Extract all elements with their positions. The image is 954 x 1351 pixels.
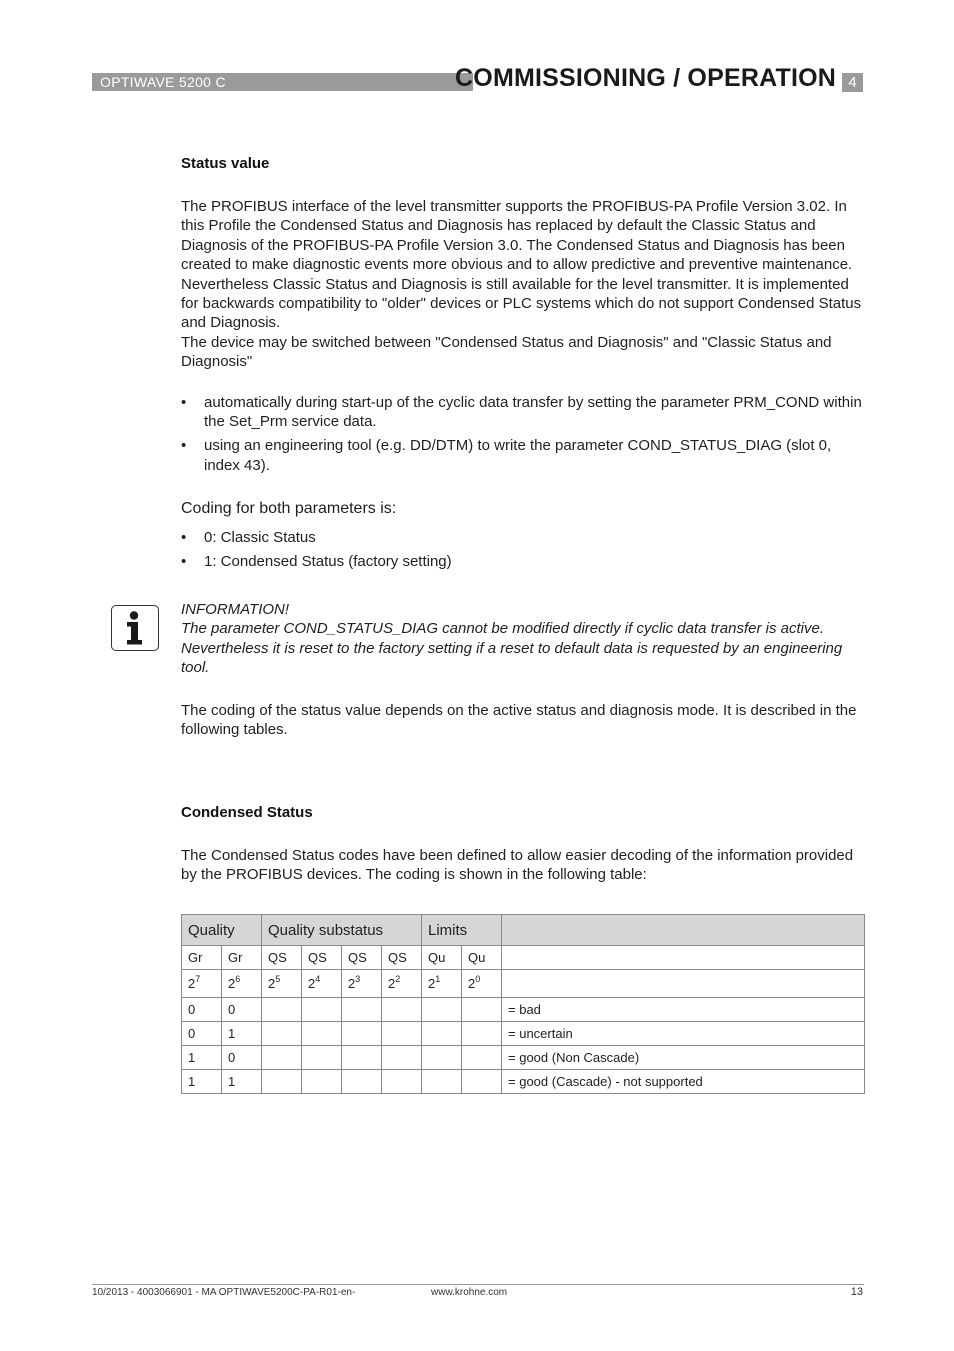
table-cell: = bad <box>502 998 865 1022</box>
table-cell: Gr <box>182 946 222 970</box>
coding-description: The coding of the status value depends on the active status and diagnosis mode. It is described in the following tables. <box>181 702 857 739</box>
table-row <box>182 1022 865 1046</box>
table-cell: = uncertain <box>502 1022 865 1046</box>
table-cell <box>502 946 865 970</box>
status-value-intro <box>181 197 865 372</box>
table-cell: 1 <box>222 1022 262 1046</box>
table-cell: 0 <box>222 1046 262 1070</box>
footer-doc-ref: 10/2013 - 4003066901 - MA OPTIWAVE5200C-PA-R01-en- <box>92 1287 356 1298</box>
list-item: • automatically during start-up of the cyclic data transfer by setting the parameter PRM_COND within the Set_Prm service data. <box>181 394 862 431</box>
table-header-cell <box>502 915 865 946</box>
table-cell: 0 <box>222 998 262 1022</box>
bullet-icon: • <box>181 552 187 570</box>
info-text: The parameter COND_STATUS_DIAG cannot be modified directly if cyclic data transfer is active. Nevertheless it is reset to the factory setting if a reset to default data is requested by an engineering tool. <box>181 620 843 677</box>
bullet-icon: • <box>181 437 187 455</box>
table-header-cell: Quality substatus <box>262 915 422 946</box>
status-value-heading: Status value <box>181 155 270 172</box>
table-cell <box>502 970 865 998</box>
table-cell: QS <box>302 946 342 970</box>
section-title: COMMISSIONING / OPERATION <box>455 64 836 92</box>
footer-website[interactable]: www.krohne.com <box>431 1287 508 1298</box>
table-cell: 0 <box>182 998 222 1022</box>
coding-heading: Coding for both parameters is: <box>181 500 397 517</box>
table-cell: 1 <box>182 1046 222 1070</box>
table-cell: Gr <box>222 946 262 970</box>
table-cell: 1 <box>182 1070 222 1094</box>
table-header-cell: Limits <box>422 915 502 946</box>
condensed-status-intro: The Condensed Status codes have been defined to allow easier decoding of the information provided by the PROFIBUS devices. The coding is shown in the following table: <box>181 847 854 884</box>
table-cell: Qu <box>462 946 502 970</box>
bullet-icon: • <box>181 394 187 411</box>
list-item: • 0: Classic Status <box>181 529 316 546</box>
table-header-row <box>182 915 865 946</box>
table-row <box>182 1070 865 1094</box>
table-cell: $2^4$ <box>302 970 342 998</box>
switch-methods-list <box>181 393 865 480</box>
table-cell: 0 <box>182 1022 222 1046</box>
product-name: OPTIWAVE 5200 C <box>100 74 226 90</box>
switch-paragraph: The device may be switched between "Condensed Status and Diagnosis" and "Classic Status and Diagnosis" <box>181 333 832 371</box>
table-cell: $2^3$ <box>342 970 382 998</box>
table-row <box>182 970 865 998</box>
table-cell: QS <box>342 946 382 970</box>
list-item: • 1: Condensed Status (factory setting) <box>181 552 452 570</box>
intro-paragraph: The PROFIBUS interface of the level transmitter supports the PROFIBUS-PA Profile Version 3.02. In this Profile the Condensed Status and Diagnosis has replaced by default the Classic Status and Diagnosis of the PROFIBUS-PA Profile Version 3.0. The Condensed Status and Diagnosis has been created to make diagnostic events more obvious and to allow predictive and preventive maintenance. Nevertheless Classic Status and Diagnosis is still available for the level transmitter. It is implemented for backwards compatibility to "older" devices or PLC systems which do not support Condensed Status and Diagnosis. <box>181 198 862 332</box>
information-note <box>181 600 871 678</box>
table-row <box>182 946 865 970</box>
table-cell: $2^2$ <box>382 970 422 998</box>
table-row <box>182 998 865 1022</box>
footer-divider <box>92 1284 864 1285</box>
table-row <box>182 1046 865 1070</box>
bullet-icon: • <box>181 529 187 546</box>
table-cell: 1 <box>222 1070 262 1094</box>
table-cell: $2^7$ <box>182 970 222 998</box>
table-cell: QS <box>382 946 422 970</box>
table-header-cell: Quality <box>182 915 262 946</box>
condensed-status-heading: Condensed Status <box>181 804 313 821</box>
page-number: 13 <box>850 1286 863 1298</box>
info-icon <box>111 605 159 651</box>
table-cell: QS <box>262 946 302 970</box>
coding-list <box>181 528 865 576</box>
table-cell: = good (Cascade) - not supported <box>502 1070 865 1094</box>
table-cell: $2^0$ <box>462 970 502 998</box>
info-title: INFORMATION! <box>181 601 290 618</box>
table-cell: Qu <box>422 946 462 970</box>
table-cell: = good (Non Cascade) <box>502 1046 865 1070</box>
condensed-status-table <box>181 914 865 1094</box>
table-cell: $2^5$ <box>262 970 302 998</box>
chapter-badge: 4 <box>842 73 863 92</box>
table-cell: $2^1$ <box>422 970 462 998</box>
list-item: • using an engineering tool (e.g. DD/DTM) to write the parameter COND_STATUS_DIAG (slot 0, index 43). <box>181 437 832 474</box>
table-cell: $2^6$ <box>222 970 262 998</box>
